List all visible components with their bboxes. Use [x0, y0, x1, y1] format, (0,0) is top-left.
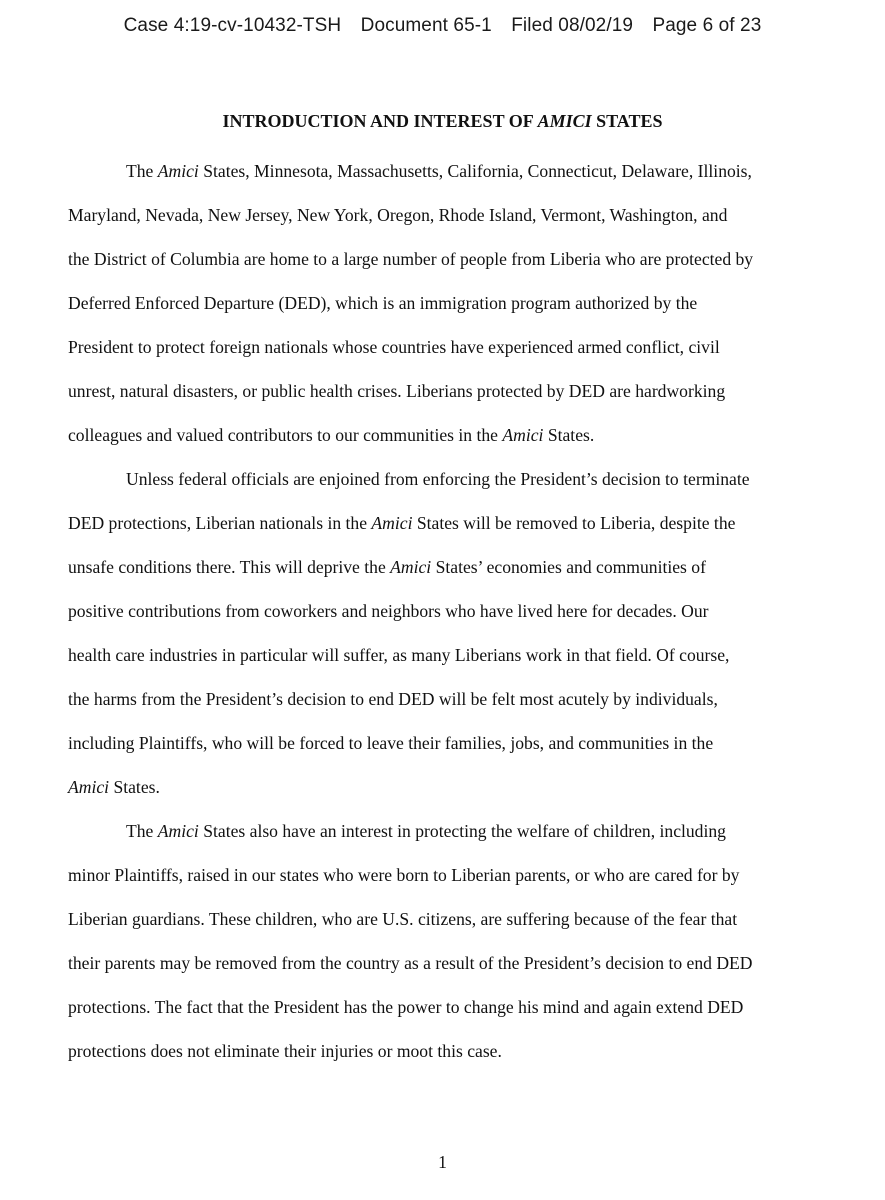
text-line: [68, 149, 818, 193]
text-segment: the harms from the President’s decision to end DED will be felt most acutely by individuals,: [68, 689, 718, 709]
text-line: [68, 765, 818, 809]
text-segment: protections does not eliminate their injuries or moot this case.: [68, 1041, 502, 1061]
paragraph-2: [68, 457, 818, 809]
body-text: [68, 149, 818, 1073]
text-segment: positive contributions from coworkers and neighbors who have lived here for decades. Our: [68, 601, 709, 621]
text-line: [68, 1029, 818, 1073]
case-number: Case 4:19-cv-10432-TSH: [123, 15, 342, 36]
section-title: [0, 111, 885, 132]
text-segment: The: [126, 821, 158, 841]
text-line: [68, 677, 818, 721]
text-line: [68, 413, 818, 457]
text-segment: States will be removed to Liberia, despite the: [412, 513, 736, 533]
italic-text: Amici: [157, 821, 199, 841]
text-line: [68, 897, 818, 941]
text-line: [68, 853, 818, 897]
text-segment: States.: [543, 425, 595, 445]
document-number: Document 65-1: [360, 15, 492, 36]
text-line: [68, 193, 818, 237]
text-segment: States’ economies and communities of: [431, 557, 706, 577]
text-segment: States also have an interest in protecting the welfare of children, including: [198, 821, 726, 841]
text-segment: Maryland, Nevada, New Jersey, New York, Oregon, Rhode Island, Vermont, Washington, and: [68, 205, 728, 225]
page-number: 1: [438, 1152, 447, 1172]
text-line: [68, 325, 818, 369]
text-segment: The: [126, 161, 158, 181]
text-segment: the District of Columbia are home to a large number of people from Liberia who are protected by: [68, 249, 754, 269]
italic-text: Amici: [390, 557, 432, 577]
italic-text: Amici: [371, 513, 413, 533]
text-segment: their parents may be removed from the country as a result of the President’s decision to end DED: [68, 953, 753, 973]
text-segment: minor Plaintiffs, raised in our states who were born to Liberian parents, or who are cared for by: [68, 865, 740, 885]
italic-text: Amici: [502, 425, 544, 445]
text-segment: protections. The fact that the President has the power to change his mind and again extend DED: [68, 997, 744, 1017]
case-header: [0, 15, 885, 37]
text-line: [68, 633, 818, 677]
section-title-italic: AMICI: [537, 111, 592, 131]
text-segment: President to protect foreign nationals whose countries have experienced armed conflict, civil: [68, 337, 720, 357]
text-line: [68, 589, 818, 633]
text-segment: Liberian guardians. These children, who are U.S. citizens, are suffering because of the fear that: [68, 909, 738, 929]
text-segment: States, Minnesota, Massachusetts, California, Connecticut, Delaware, Illinois,: [198, 161, 752, 181]
text-segment: Deferred Enforced Departure (DED), which is an immigration program authorized by the: [68, 293, 698, 313]
paragraph-1: [68, 149, 818, 457]
italic-text: Amici: [157, 161, 199, 181]
text-line: [68, 369, 818, 413]
text-line: [68, 545, 818, 589]
text-segment: States.: [109, 777, 160, 797]
text-segment: health care industries in particular will suffer, as many Liberians work in that field. Of course,: [68, 645, 730, 665]
filed-date: Filed 08/02/19: [511, 15, 634, 36]
text-segment: unrest, natural disasters, or public health crises. Liberians protected by DED are hardworking: [68, 381, 726, 401]
italic-text: Amici: [68, 777, 110, 797]
text-line: [68, 501, 818, 545]
section-title-prefix: INTRODUCTION AND INTEREST OF: [222, 111, 538, 131]
text-line: [68, 237, 818, 281]
text-segment: colleagues and valued contributors to our communities in the: [68, 425, 503, 445]
text-segment: unsafe conditions there. This will deprive the: [68, 557, 391, 577]
page-indicator: Page 6 of 23: [652, 15, 762, 36]
text-segment: DED protections, Liberian nationals in the: [68, 513, 372, 533]
paragraph-3: [68, 809, 818, 1073]
text-line: [68, 985, 818, 1029]
text-line: [68, 721, 818, 765]
text-line: [68, 809, 818, 853]
text-line: [68, 941, 818, 985]
section-title-suffix: STATES: [591, 111, 663, 131]
text-segment: Unless federal officials are enjoined from enforcing the President’s decision to terminate: [126, 469, 750, 489]
text-line: [68, 281, 818, 325]
text-segment: including Plaintiffs, who will be forced to leave their families, jobs, and communities in the: [68, 733, 714, 753]
text-line: [68, 457, 818, 501]
